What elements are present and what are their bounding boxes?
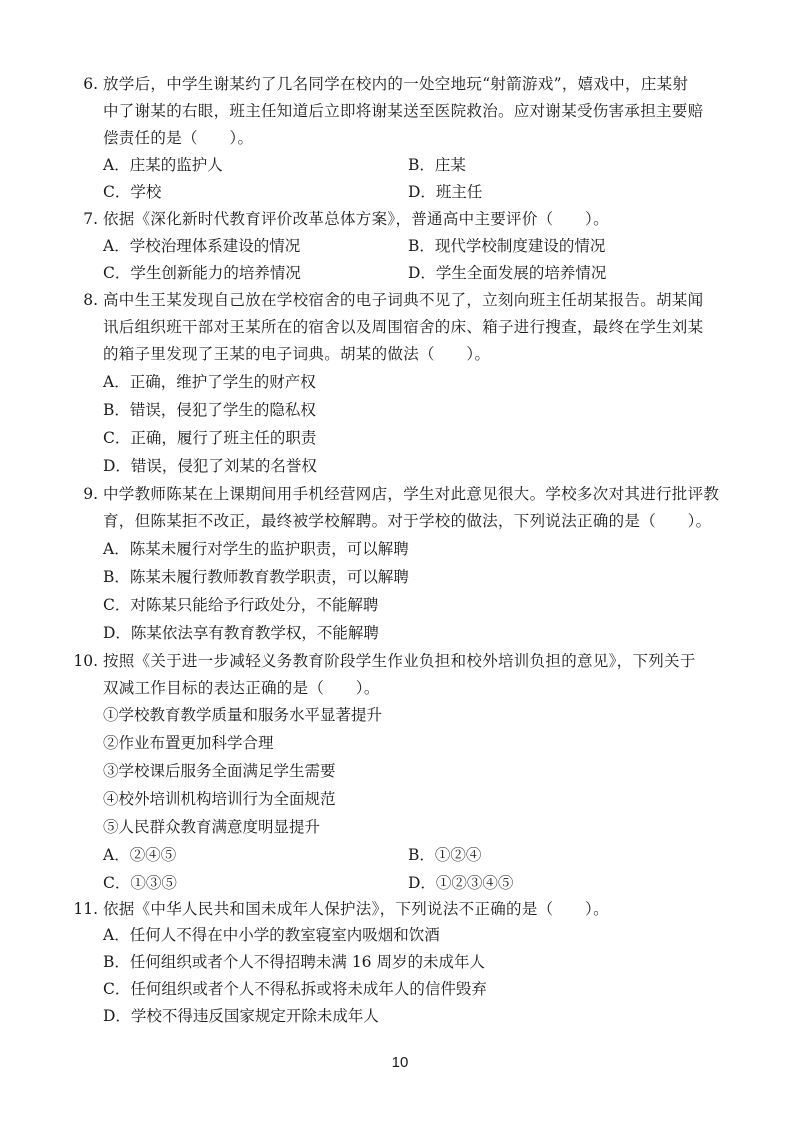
statement-item: ②作业布置更加科学合理 bbox=[103, 734, 274, 752]
option-b: B．陈某未履行教师教育教学职责，可以解聘 bbox=[103, 568, 409, 586]
option-d: D．学生全面发展的培养情况 bbox=[408, 264, 607, 282]
question-text-line: 讯后组织班干部对王某所在的宿舍以及周围宿舍的床、箱子进行搜查，最终在学生刘某 bbox=[103, 318, 704, 336]
question-text-line: 中了谢某的右眼，班主任知道后立即将谢某送至医院救治。应对谢某受伤害承担主要赔 bbox=[103, 102, 704, 120]
statement-item: ③学校课后服务全面满足学生需要 bbox=[103, 762, 336, 780]
question-number: 8. bbox=[83, 291, 98, 309]
page-number: 10 bbox=[391, 1054, 409, 1071]
question-number: 11. bbox=[73, 900, 98, 918]
option-c: C．学生创新能力的培养情况 bbox=[103, 264, 301, 282]
question-text-line: 放学后，中学生谢某约了几名同学在校内的一处空地玩“射箭游戏”，嬉戏中，庄某射 bbox=[103, 75, 689, 93]
option-b: B．任何组织或者个人不得招聘未满 16 周岁的未成年人 bbox=[103, 953, 485, 971]
statement-item: ①学校教育教学质量和服务水平显著提升 bbox=[103, 706, 383, 724]
option-b: B．错误，侵犯了学生的隐私权 bbox=[103, 401, 316, 419]
question-number: 6. bbox=[83, 75, 98, 93]
option-a: A．正确，维护了学生的财产权 bbox=[103, 373, 316, 391]
option-c: C．学校 bbox=[103, 183, 162, 201]
option-c: C．对陈某只能给予行政处分，不能解聘 bbox=[103, 596, 379, 614]
statement-item: ④校外培训机构培训行为全面规范 bbox=[103, 790, 336, 808]
question-text-line: 育，但陈某拒不改正，最终被学校解聘。对于学校的做法，下列说法正确的是（ ）。 bbox=[103, 512, 712, 530]
option-c: C．任何组织或者个人不得私拆或将未成年人的信件毁弃 bbox=[103, 980, 487, 998]
question-text-line: 依据《中华人民共和国未成年人保护法》，下列说法不正确的是（ ）。 bbox=[103, 900, 609, 918]
question-text-line: 中学教师陈某在上课期间用手机经营网店，学生对此意见很大。学校多次对其进行批评教 bbox=[103, 485, 720, 503]
option-d: D．错误，侵犯了刘某的名誉权 bbox=[103, 457, 317, 475]
option-a: A．②④⑤ bbox=[103, 846, 177, 864]
question-text-line: 高中生王某发现自己放在学校宿舍的电子词典不见了，立刻向班主任胡某报告。胡某闻 bbox=[103, 291, 704, 309]
option-b: B．庄某 bbox=[408, 156, 466, 174]
option-a: A．庄某的监护人 bbox=[103, 156, 223, 174]
question-text-line: 双减工作目标的表达正确的是（ ）。 bbox=[103, 679, 380, 697]
question-number: 10. bbox=[73, 652, 98, 670]
option-d: D．陈某依法享有教育教学权，不能解聘 bbox=[103, 624, 379, 642]
option-a: A．任何人不得在中小学的教室寝室内吸烟和饮酒 bbox=[103, 926, 440, 944]
question-number: 9. bbox=[83, 485, 98, 503]
question-text-line: 按照《关于进一步减轻义务教育阶段学生作业负担和校外培训负担的意见》，下列关于 bbox=[103, 652, 696, 670]
statement-item: ⑤人民群众教育满意度明显提升 bbox=[103, 818, 321, 836]
question-number: 7. bbox=[83, 210, 98, 228]
option-b: B．现代学校制度建设的情况 bbox=[408, 237, 606, 255]
option-a: A．陈某未履行对学生的监护职责，可以解聘 bbox=[103, 540, 409, 558]
question-text-line: 的箱子里发现了王某的电子词典。胡某的做法（ ）。 bbox=[103, 345, 491, 363]
option-c: C．①③⑤ bbox=[103, 874, 177, 892]
question-text-line: 依据《深化新时代教育评价改革总体方案》，普通高中主要评价（ ）。 bbox=[103, 210, 609, 228]
option-d: D．班主任 bbox=[408, 183, 483, 201]
option-c: C．正确，履行了班主任的职责 bbox=[103, 429, 317, 447]
option-d: D．①②③④⑤ bbox=[408, 874, 514, 892]
option-a: A．学校治理体系建设的情况 bbox=[103, 237, 301, 255]
option-d: D．学校不得违反国家规定开除未成年人 bbox=[103, 1007, 379, 1025]
question-text-line: 偿责任的是（ ）。 bbox=[103, 129, 254, 147]
option-b: B．①②④ bbox=[408, 846, 482, 864]
